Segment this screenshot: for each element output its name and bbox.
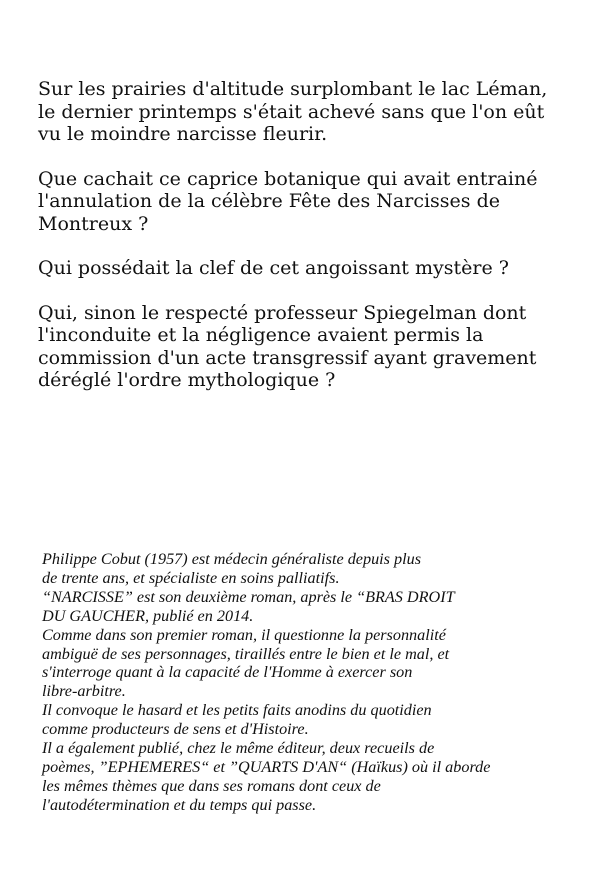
blurb-paragraph-4: Qui, sinon le respecté professeur Spiegelman dont l'inconduite et la négligence avaient permis la commission d'un acte transgressif ayant gravement déréglé l'ordre mythologique ? xyxy=(38,301,537,391)
bio-line: libre-arbitre. xyxy=(42,682,126,701)
back-cover-blurb xyxy=(38,78,598,414)
bio-line: ambiguë de ses personnages, tiraillés entre le bien et le mal, et xyxy=(42,644,450,663)
bio-line: Il convoque le hasard et les petits faits anodins du quotidien xyxy=(42,701,432,720)
bio-line: poèmes, ”EPHEMERES“ et ”QUARTS D'AN“ (Haïkus) où il aborde xyxy=(42,757,491,776)
bio-line: l'autodétermination et du temps qui passe. xyxy=(42,795,317,814)
blurb-paragraph-2: Que cachait ce caprice botanique qui avait entrainé l'annulation de la célèbre Fête des Narcisses de Montreux ? xyxy=(38,167,538,235)
bio-line: Il a également publié, chez le même éditeur, deux recueils de xyxy=(42,739,435,758)
bio-line: Comme dans son premier roman, il questionne la personnalité xyxy=(42,625,446,644)
bio-line: les mêmes thèmes que dans ses romans dont ceux de xyxy=(42,776,381,795)
author-biography xyxy=(42,550,602,815)
bio-line: comme producteurs de sens et d'Histoire. xyxy=(42,720,309,739)
bio-line: s'interroge quant à la capacité de l'Homme à exercer son xyxy=(42,663,413,682)
bio-line: “NARCISSE” est son deuxième roman, après le “BRAS DROIT xyxy=(42,587,455,606)
blurb-paragraph-3: Qui possédait la clef de cet angoissant mystère ? xyxy=(38,257,509,279)
bio-line: Philippe Cobut (1957) est médecin généraliste depuis plus xyxy=(42,550,421,568)
blurb-paragraph-1: Sur les prairies d'altitude surplombant le lac Léman, le dernier printemps s'était achevé sans que l'on eût vu le moindre narcisse fleurir. xyxy=(38,78,548,145)
bio-line: DU GAUCHER, publié en 2014. xyxy=(42,606,254,625)
bio-line: de trente ans, et spécialiste en soins palliatifs. xyxy=(42,568,340,587)
